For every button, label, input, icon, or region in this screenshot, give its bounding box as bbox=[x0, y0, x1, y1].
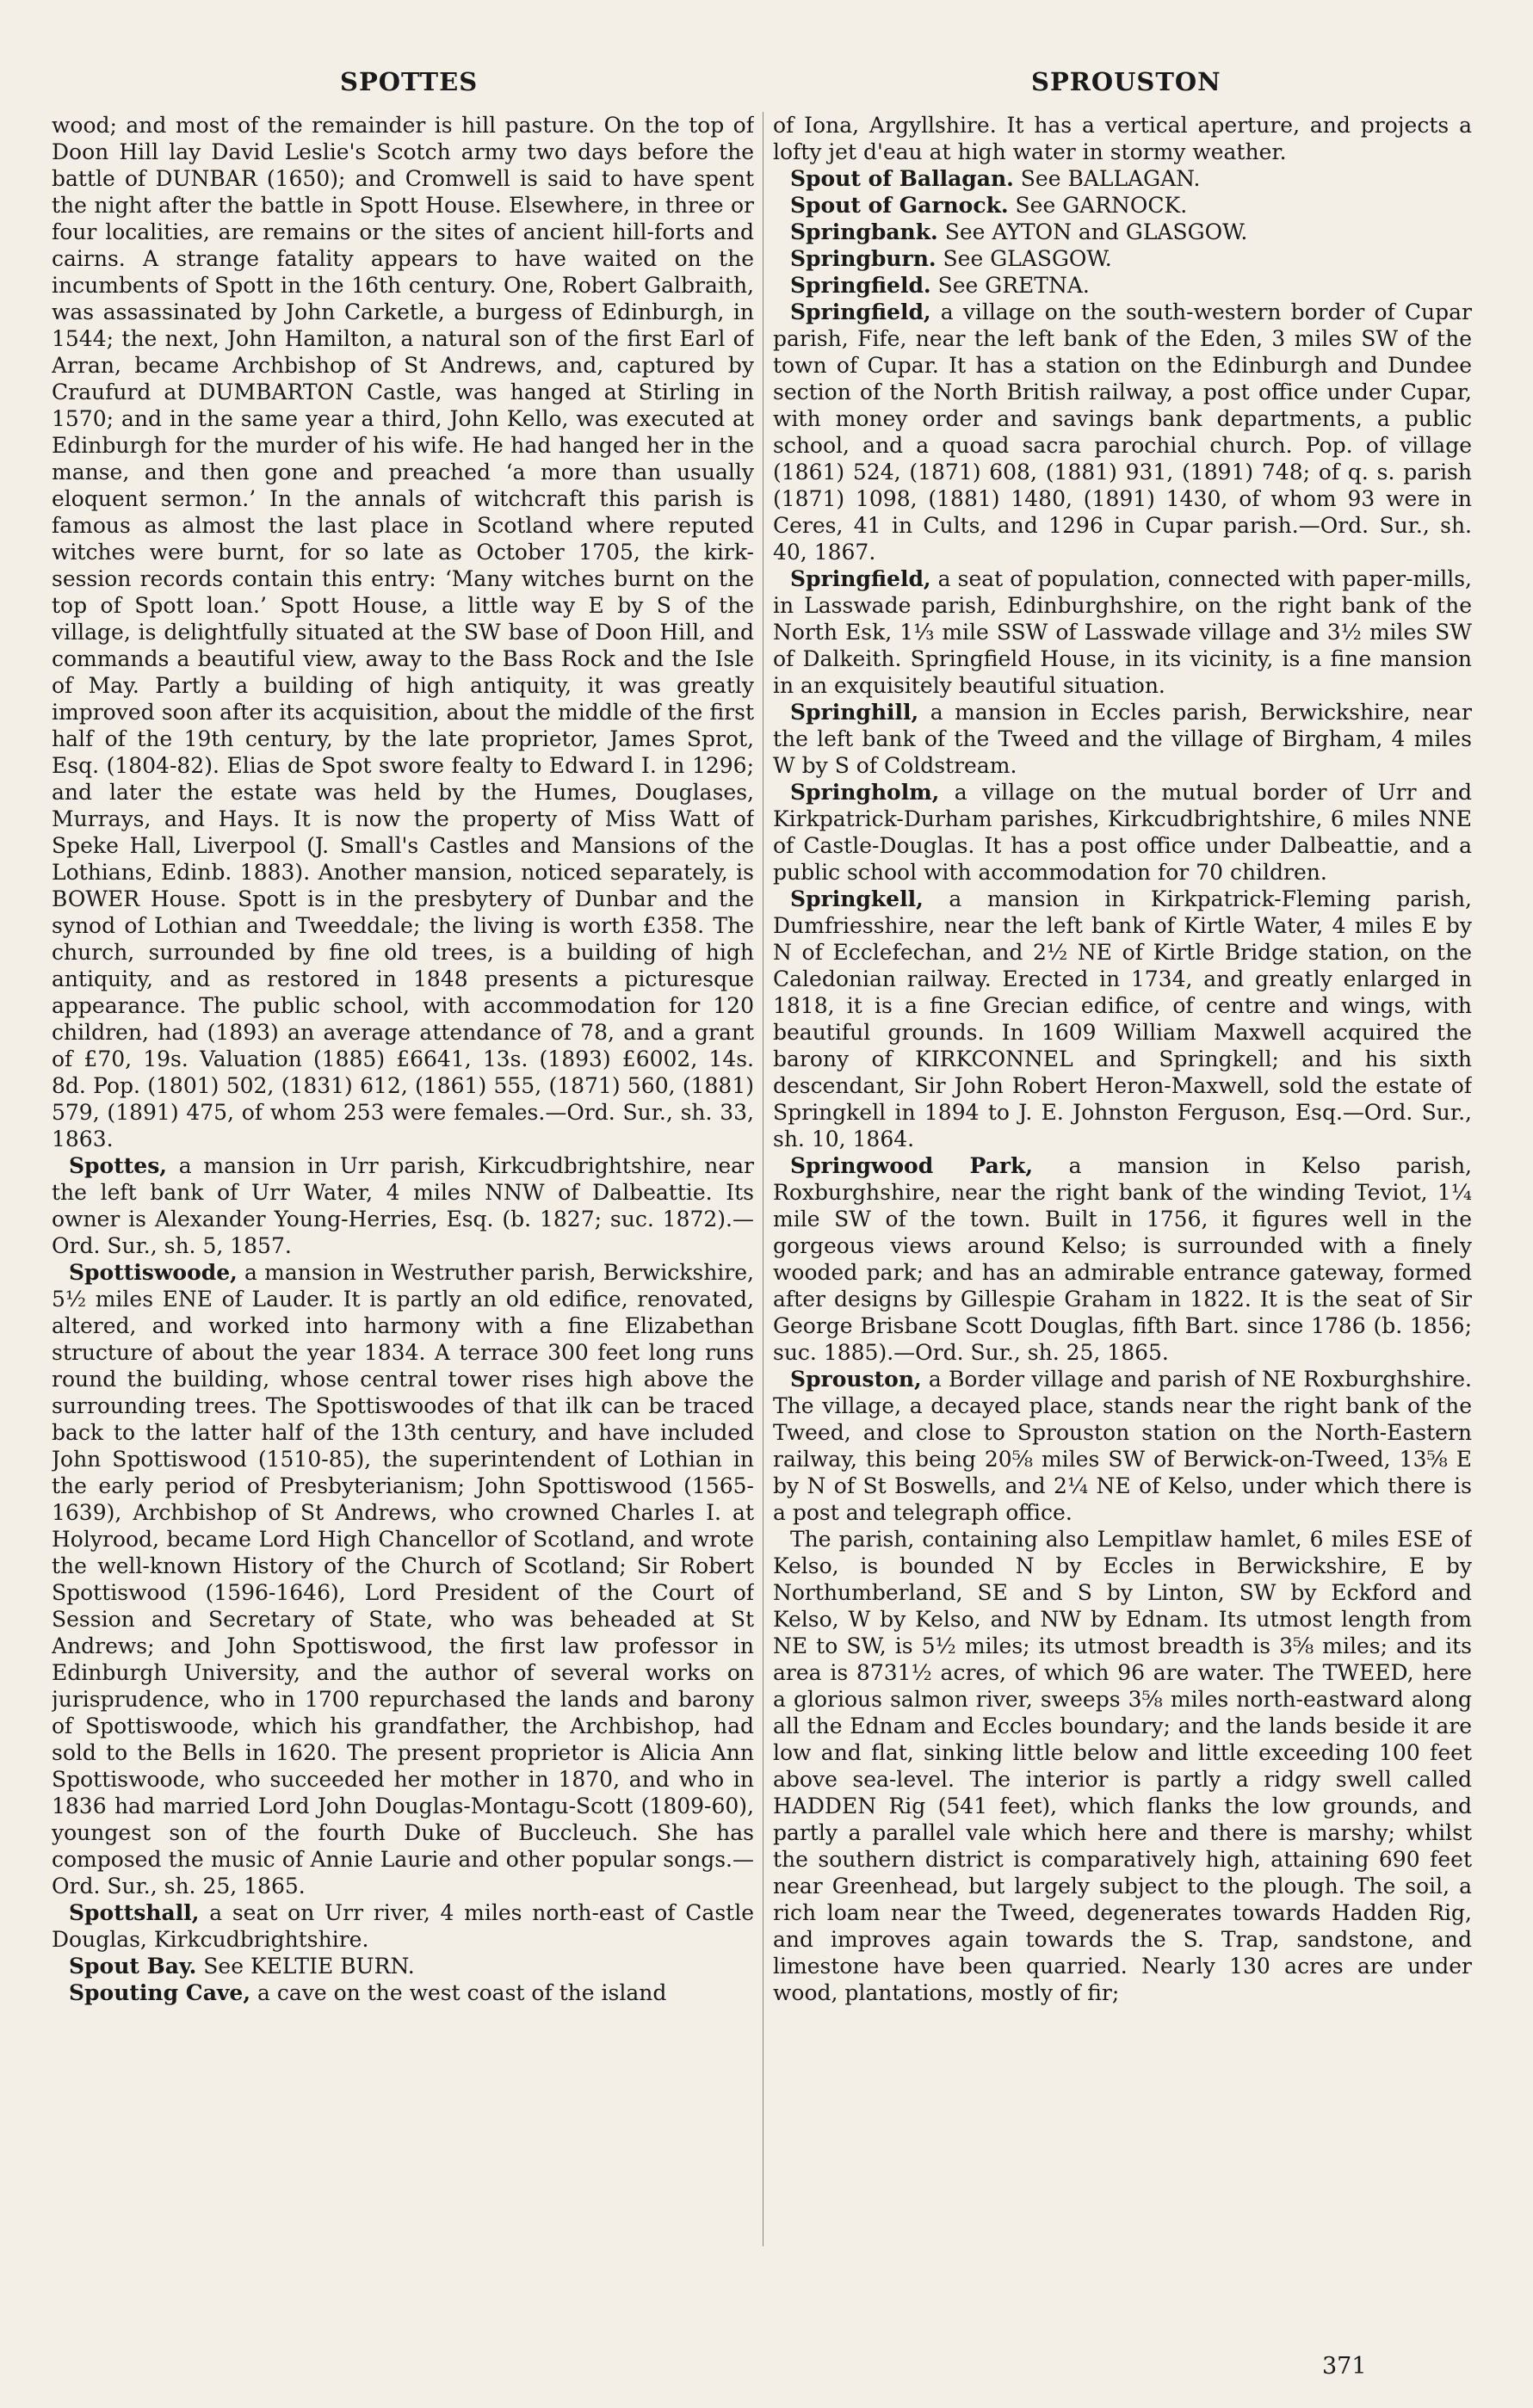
entry bbox=[52, 1899, 754, 1953]
entry-term: Spottes, bbox=[69, 1153, 167, 1178]
entry-text: See BALLAGAN. bbox=[1013, 166, 1201, 191]
entry bbox=[773, 1152, 1472, 1366]
entry bbox=[773, 112, 1472, 165]
entry-text: a mansion in Urr parish, Kirkcudbrightshire, near the left bank of Urr Water, 4 miles NNW of Dalbeattie. Its owner is Alexander Young-Herries, Esq. (b. 1827; suc. 1872).—Ord. Sur., sh. 5, 1857. bbox=[52, 1153, 754, 1258]
entry bbox=[52, 1953, 754, 1979]
entry bbox=[773, 299, 1472, 565]
entry-term: Springbank. bbox=[790, 219, 938, 244]
entry bbox=[52, 1152, 754, 1259]
entry-text: See GLASGOW. bbox=[936, 246, 1112, 271]
entry bbox=[52, 112, 754, 1152]
entry-text: of Iona, Argyllshire. It has a vertical aperture, and projects a lofty jet d'eau at high water in stormy weather. bbox=[773, 113, 1472, 164]
left-column bbox=[52, 112, 754, 2374]
entry-text: See GARNOCK. bbox=[1008, 193, 1188, 218]
entry-term: Springburn. bbox=[790, 246, 936, 271]
entry-term: Springholm, bbox=[790, 780, 940, 805]
running-head-right: SPROUSTON bbox=[1031, 67, 1221, 96]
entry-text: a mansion in Westruther parish, Berwickshire, 5½ miles ENE of Lauder. It is partly an old edifice, renovated, altered, and worked into harmony with a fine Elizabethan structure of about the year 1834. A terrace 300 feet long runs round the building, whose central tower rises high above the surrounding trees. The Spottiswoodes of that ilk can be traced back to the latter half of the 13th century, and have included John Spottiswood (1510-85), the superintendent of Lothian in the early period of Presbyterianism; John Spottiswood (1565-1639), Archbishop of St Andrews, who crowned Charles I. at Holyrood, became Lord High Chancellor of Scotland, and wrote the well-known History of the Church of Scotland; Sir Robert Spottiswood (1596-1646), Lord President of the Court of Session and Secretary of State, who was beheaded at St Andrews; and John Spottiswood, the first law professor in Edinburgh University, and the author of several works on jurisprudence, who in 1700 repurchased the lands and barony of Spottiswoode, which his grandfather, the Archbishop, had sold to the Bells in 1620. The present proprietor is Alicia Ann Spottiswoode, who succeeded her mother in 1870, and who in 1836 had married Lord John Douglas-Montagu-Scott (1809-60), youngest son of the fourth Duke of Buccleuch. She has composed the music of Annie Laurie and other popular songs.—Ord. Sur., sh. 25, 1865. bbox=[52, 1260, 754, 1899]
entry-term: Spouting Cave, bbox=[69, 1980, 251, 2005]
entry-text: See KELTIE BURN. bbox=[196, 1954, 415, 1979]
entry bbox=[773, 1366, 1472, 1526]
entry-text: a mansion in Kirkpatrick-Fleming parish, Dumfriesshire, near the left bank of Kirtle Water, 4 miles E by N of Ecclefechan, and 2½ NE of Kirtle Bridge station, on the Caledonian railway. Erected in 1734, and greatly enlarged in 1818, it is a fine Grecian edifice, of centre and wings, with beautiful grounds. In 1609 William Maxwell acquired the barony of KIRKCONNEL and Springkell; and his sixth descendant, Sir John Robert Heron-Maxwell, sold the estate of Springkell in 1894 to J. E. Johnston Ferguson, Esq.—Ord. Sur., sh. 10, 1864. bbox=[773, 886, 1472, 1152]
entry-term: Springfield, bbox=[790, 299, 931, 324]
entry bbox=[773, 192, 1472, 219]
entry-text: a village on the mutual border of Urr and Kirkpatrick-Durham parishes, Kirkcudbrightshire, 6 miles NNE of Castle-Douglas. It has a post office under Dalbeattie, and a public school with accommodation for 70 children. bbox=[773, 780, 1472, 885]
entry-term: Spottshall, bbox=[69, 1900, 200, 1925]
entry bbox=[52, 1979, 754, 2006]
entry-term: Springwood Park, bbox=[790, 1153, 1034, 1178]
entry-term: Springhill, bbox=[790, 700, 919, 725]
right-column bbox=[773, 112, 1472, 2374]
entry-term: Spout of Ballagan. bbox=[790, 166, 1014, 191]
entry-term: Springfield. bbox=[790, 273, 931, 298]
entry bbox=[773, 1526, 1472, 2006]
entry-text: a seat on Urr river, 4 miles north-east of Castle Douglas, Kirkcudbrightshire. bbox=[52, 1900, 754, 1952]
entry-term: Springfield, bbox=[790, 566, 931, 591]
entry-term: Spout Bay. bbox=[69, 1954, 197, 1979]
entry bbox=[773, 272, 1472, 299]
entry bbox=[773, 886, 1472, 1152]
page-number: 371 bbox=[1322, 2353, 1367, 2380]
entry-text: a Border village and parish of NE Roxburghshire. The village, a decayed place, stands near the right bank of the Tweed, and close to Sprouston station on the North-Eastern railway, this being 20⅝ miles SW of Berwick-on-Tweed, 13⅝ E by N of St Boswells, and 2¼ NE of Kelso, under which there is a post and telegraph office. bbox=[773, 1367, 1472, 1525]
entry bbox=[773, 165, 1472, 192]
entry-term: Springkell, bbox=[790, 886, 924, 911]
entry-text: a village on the south-western border of Cupar parish, Fife, near the left bank of the Eden, 3 miles SW of the town of Cupar. It has a station on the Edinburgh and Dundee section of the North British railway, a post office under Cupar, with money order and savings bank departments, a public school, and a quoad sacra parochial church. Pop. of village (1861) 524, (1871) 608, (1881) 931, (1891) 748; of q. s. parish (1871) 1098, (1881) 1480, (1891) 1430, of whom 93 were in Ceres, 41 in Cults, and 1296 in Cupar parish.—Ord. Sur., sh. 40, 1867. bbox=[773, 299, 1472, 565]
entry-text: a mansion in Eccles parish, Berwickshire, near the left bank of the Tweed and the village of Birgham, 4 miles W by S of Coldstream. bbox=[773, 700, 1472, 778]
running-head-left: SPOTTES bbox=[340, 67, 479, 96]
entry bbox=[773, 219, 1472, 245]
entry-text: See GRETNA. bbox=[930, 273, 1090, 298]
entry bbox=[773, 245, 1472, 272]
entry bbox=[773, 779, 1472, 886]
entry bbox=[773, 565, 1472, 699]
entry-text: wood; and most of the remainder is hill pasture. On the top of Doon Hill lay David Leslie's Scotch army two days before the battle of DUNBAR (1650); and Cromwell is said to have spent the night after the battle in Spott House. Elsewhere, in three or four localities, are remains or the sites of ancient hill-forts and cairns. A strange fatality appears to have waited on the incumbents of Spott in the 16th century. One, Robert Galbraith, was assassinated by John Carketle, a burgess of Edinburgh, in 1544; the next, John Hamilton, a natural son of the first Earl of Arran, became Archbishop of St Andrews, and, captured by Craufurd at DUMBARTON Castle, was hanged at Stirling in 1570; and in the same year a third, John Kello, was executed at Edinburgh for the murder of his wife. He had hanged her in the manse, and then gone and preached ‘a more than usually eloquent sermon.’ In the annals of witchcraft this parish is famous as almost the last place in Scotland where reputed witches were burnt, for so late as October 1705, the kirk-session records contain this entry: ‘Many witches burnt on the top of Spott loan.’ Spott House, a little way E by S of the village, is delightfully situated at the SW base of Doon Hill, and commands a beautiful view, away to the Bass Rock and the Isle of May. Partly a building of high antiquity, it was greatly improved soon after its acquisition, about the middle of the first half of the 19th century, by the late proprietor, James Sprot, Esq. (1804-82). Elias de Spot swore fealty to Edward I. in 1296; and later the estate was held by the Humes, Douglases, Murrays, and Hays. It is now the property of Miss Watt of Speke Hall, Liverpool (J. Small's Castles and Mansions of the Lothians, Edinb. 1883). Another mansion, noticed separately, is BOWER House. Spott is in the presbytery of Dunbar and the synod of Lothian and Tweeddale; the living is worth £358. The church, surrounded by fine old trees, is a building of high antiquity, and as restored in 1848 presents a picturesque appearance. The public school, with accommodation for 120 children, had (1893) an average attendance of 78, and a grant of £70, 19s. Valuation (1885) £6641, 13s. (1893) £6002, 14s. 8d. Pop. (1801) 502, (1831) 612, (1861) 555, (1871) 560, (1881) 579, (1891) 475, of whom 253 were females.—Ord. Sur., sh. 33, 1863. bbox=[52, 113, 754, 1152]
entry-text: The parish, containing also Lempitlaw hamlet, 6 miles ESE of Kelso, is bounded N by Eccles in Berwickshire, E by Northumberland, SE and S by Linton, SW by Eckford and Kelso, W by Kelso, and NW by Ednam. Its utmost length from NE to SW, is 5½ miles; its utmost breadth is 3⅝ miles; and its area is 8731½ acres, of which 96 are water. The TWEED, here a glorious salmon river, sweeps 3⅝ miles north-eastward along all the Ednam and Eccles boundary; and the lands beside it are low and flat, sinking little below and little exceeding 100 feet above sea-level. The interior is partly a ridgy swell called HADDEN Rig (541 feet), which flanks the low grounds, and partly a parallel vale which here and there is marshy; whilst the southern district is comparatively high, attaining 690 feet near Greenhead, but largely subject to the plough. The soil, a rich loam near the Tweed, degenerates towards Hadden Rig, and improves again towards the S. Trap, sandstone, and limestone have been quarried. Nearly 130 acres are under wood, plantations, mostly of fir; bbox=[773, 1527, 1472, 2005]
entry-term: Sprouston, bbox=[790, 1367, 922, 1392]
entry bbox=[773, 699, 1472, 779]
entry-term: Spottiswoode, bbox=[69, 1260, 238, 1285]
entry-text: a seat of population, connected with paper-mills, in Lasswade parish, Edinburghshire, on the right bank of the North Esk, 1⅓ mile SSW of Lasswade village and 3½ miles SW of Dalkeith. Springfield House, in its vicinity, is a fine mansion in an exquisitely beautiful situation. bbox=[773, 566, 1472, 698]
entry-text: a mansion in Kelso parish, Roxburghshire, near the right bank of the winding Teviot, 1¼ mile SW of the town. Built in 1756, it figures well in the gorgeous views around Kelso; is surrounded with a finely wooded park; and has an admirable entrance gateway, formed after designs by Gillespie Graham in 1822. It is the seat of Sir George Brisbane Scott Douglas, fifth Bart. since 1786 (b. 1856; suc. 1885).—Ord. Sur., sh. 25, 1865. bbox=[773, 1153, 1472, 1365]
entry-term: Spout of Garnock. bbox=[790, 193, 1009, 218]
entry-text: See AYTON and GLASGOW. bbox=[937, 219, 1248, 244]
entry bbox=[52, 1259, 754, 1899]
entry-text: a cave on the west coast of the island bbox=[250, 1980, 667, 2005]
